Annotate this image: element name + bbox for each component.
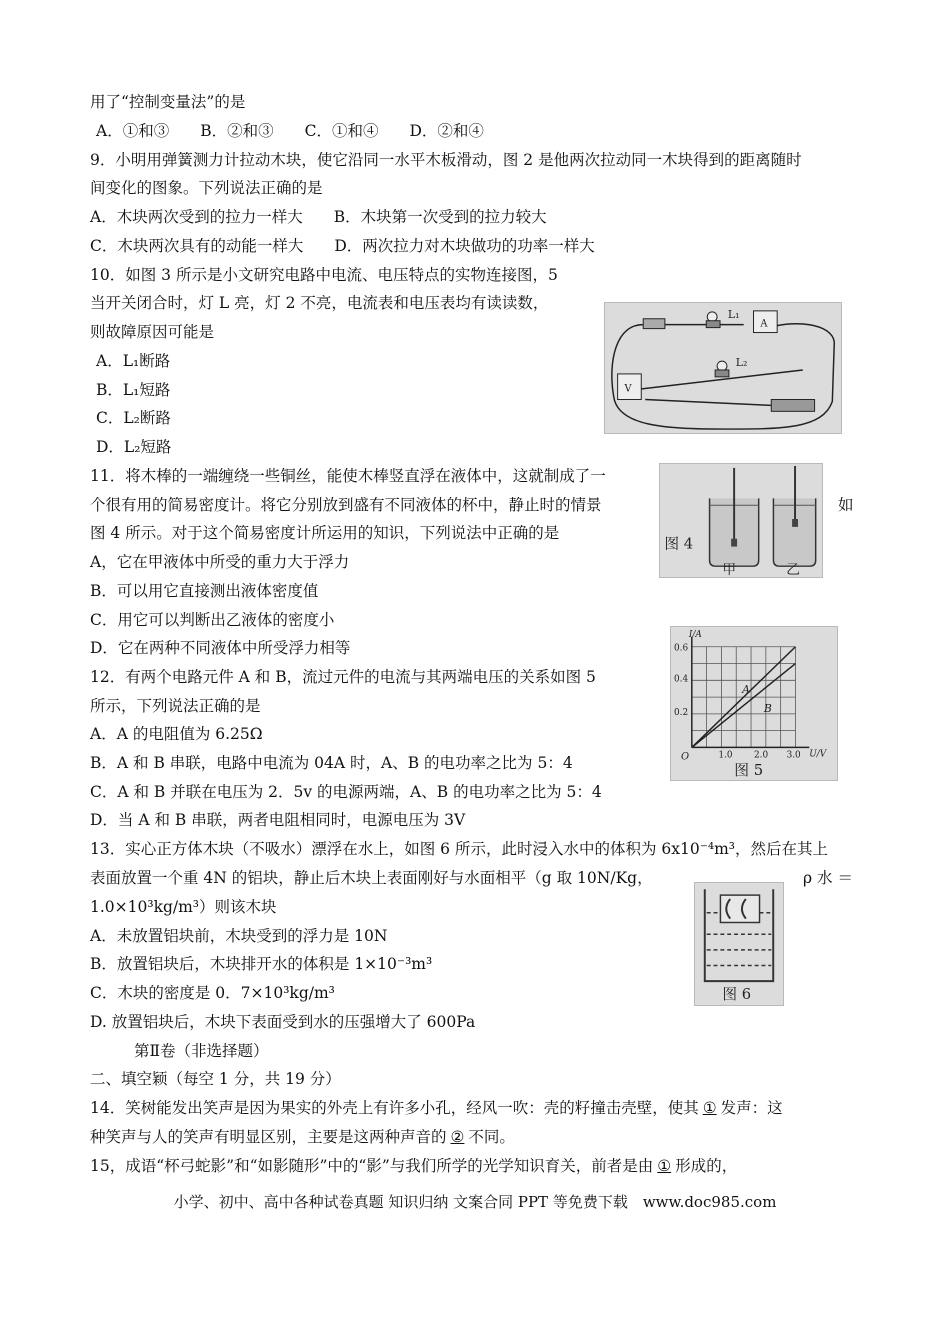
q11-option-c: C．用它可以判断出乙液体的密度小	[90, 611, 335, 629]
q14-line1	[90, 1098, 783, 1118]
section-fill-blanks: 二、填空颖（每空 1 分，共 19 分）	[90, 1070, 341, 1088]
y-axis-label: I/A	[688, 629, 702, 640]
q15-line1	[90, 1156, 737, 1176]
line-a-label: A	[742, 683, 750, 697]
q11-stem-line2-tail: 如	[838, 496, 854, 514]
x-tick-2: 3.0	[786, 750, 801, 761]
q13-stem-line1: 13．实心正方体木块（不吸水）漂浮在水上，如图 6 所示，此时浸入水中的体积为 6x10⁻⁴m³，然后在其上	[90, 840, 829, 858]
q11-stem-line1: 11．将木棒的一端缠绕一些铜丝，能使木棒竖直浮在液体中，这就制成了一	[90, 467, 606, 485]
x-axis-label: U/V	[809, 749, 827, 760]
q13-option-c: C．木块的密度是 0．7×10³kg/m³	[90, 984, 335, 1002]
q13-stem-line3: 1.0×10³kg/m³）则该木块	[90, 898, 277, 916]
q10-option-a: A．L₁断路	[96, 352, 171, 370]
q10-stem-line2: 当开关闭合时，灯 L 亮，灯 2 不亮，电流表和电压表均有读读数，	[90, 294, 549, 312]
q10-stem-line3: 则故障原因可能是	[90, 323, 215, 341]
figure-4-caption: 图 4	[664, 535, 694, 553]
q12-stem-line1: 12．有两个电路元件 A 和 B，流过元件的电流与其两端电压的关系如图 5	[90, 668, 596, 686]
q12-option-d: D．当 A 和 B 串联，两者电阻相同时，电源电压为 3V	[90, 811, 466, 829]
q11-option-d: D．它在两种不同液体中所受浮力相等	[90, 639, 351, 657]
q8-options: A．①和③ B．②和③ C．①和④ D．②和④	[96, 122, 484, 140]
q8-stem-tail: 用了“控制变量法”的是	[90, 93, 246, 111]
q13-option-d: D. 放置铝块后，木块下表面受到水的压强增大了 600Pa	[90, 1013, 476, 1031]
voltmeter-label: V	[624, 383, 632, 395]
q10-option-b: B．L₁短路	[96, 381, 171, 399]
x-tick-0: 1.0	[718, 750, 733, 761]
q11-option-a: A，它在甲液体中所受的重力大于浮力	[90, 553, 350, 571]
figure-6-caption: 图 6	[722, 985, 752, 1003]
y-tick-2: 0.6	[674, 643, 689, 654]
q10-option-d: D．L₂短路	[96, 438, 172, 456]
q12-option-a: A．A 的电阻值为 6.25Ω	[90, 725, 263, 743]
q9-stem-line1: 9．小明用弹簧测力计拉动木块，使它沿同一水平木板滑动，图 2 是他两次拉动同一木块得到的距离随时	[90, 151, 802, 169]
q13-stem-line2-tail: ρ 水 ＝	[803, 869, 853, 887]
part2-title: 第Ⅱ卷（非选择题）	[134, 1042, 269, 1060]
q15-line1-text: 15，成语“杯弓蛇影”和“如影随形”中的“影”与我们所学的光学知识育关，前者是由	[90, 1157, 654, 1175]
q9-options-cd: C．木块两次具有的动能一样大 D．两次拉力对木块做功的功率一样大	[90, 237, 595, 255]
q9-stem-line2: 间变化的图象。下列说法正确的是	[90, 179, 323, 197]
q13-option-a: A．未放置铝块前，木块受到的浮力是 10N	[90, 927, 388, 945]
line-b-label: B	[763, 701, 772, 715]
origin-label: O	[680, 751, 690, 763]
figure-4-label-left: 甲	[722, 562, 737, 577]
q15-blank-1: ①	[657, 1157, 672, 1175]
q14-line1-text: 14．笑树能发出笑声是因为果实的外壳上有许多小孔，经风一吹：壳的籽撞击壳壁，使其	[90, 1099, 699, 1117]
figure-5-caption: 图 5	[734, 762, 764, 780]
figure-4-density-meter	[659, 463, 823, 578]
q12-stem-line2: 所示，下列说法正确的是	[90, 697, 261, 715]
q11-option-b: B．可以用它直接测出液体密度值	[90, 582, 319, 600]
x-tick-1: 2.0	[754, 750, 769, 761]
y-tick-1: 0.4	[674, 674, 689, 685]
q10-option-c: C．L₂断路	[96, 409, 171, 427]
q12-option-c: C．A 和 B 并联在电压为 2．5v 的电源两端，A、B 的电功率之比为 5：4	[90, 783, 602, 801]
q14-blank-1: ①	[702, 1099, 717, 1117]
figure-6-floating-block	[694, 882, 784, 1006]
q11-stem-line2: 个很有用的简易密度计。将它分别放到盛有不同液体的杯中，静止时的情景	[90, 496, 602, 514]
q13-option-b: B．放置铝块后，木块排开水的体积是 1×10⁻³m³	[90, 955, 433, 973]
q15-line1-tail: 形成的，	[675, 1157, 738, 1175]
q14-blank-2: ②	[450, 1128, 465, 1146]
lamp-l2-label: L₂	[735, 356, 748, 370]
page-footer: 小学、初中、高中各种试卷真题 知识归纳 文案合同 PPT 等免费下载 www.doc985.com	[173, 1193, 777, 1211]
q9-options-ab: A．木块两次受到的拉力一样大 B．木块第一次受到的拉力较大	[90, 208, 547, 226]
q14-line2	[90, 1127, 515, 1147]
q14-line2-tail: 不同。	[468, 1128, 515, 1146]
figure-3-circuit	[604, 302, 842, 434]
q12-option-b: B．A 和 B 串联，电路中电流为 04A 时，A、B 的电功率之比为 5：4	[90, 754, 573, 772]
q14-line1-tail: 发声：这	[720, 1099, 783, 1117]
lamp-l1-label: L₁	[727, 307, 740, 321]
ammeter-label: A	[760, 318, 768, 330]
figure-4-label-right: 乙	[786, 562, 800, 577]
q14-line2-text: 种笑声与人的笑声有明显区别，主要是这两种声音的	[90, 1128, 447, 1146]
q13-stem-line2: 表面放置一个重 4N 的铝块，静止后木块上表面刚好与水面相平（g 取 10N/Kg，	[90, 869, 653, 887]
q11-stem-line3: 图 4 所示。对于这个简易密度计所运用的知识，下列说法中正确的是	[90, 524, 560, 542]
q10-stem-line1: 10．如图 3 所示是小文研究电路中电流、电压特点的实物连接图，5	[90, 266, 558, 284]
figure-5-iu-graph	[670, 626, 838, 781]
y-tick-0: 0.2	[674, 707, 689, 718]
